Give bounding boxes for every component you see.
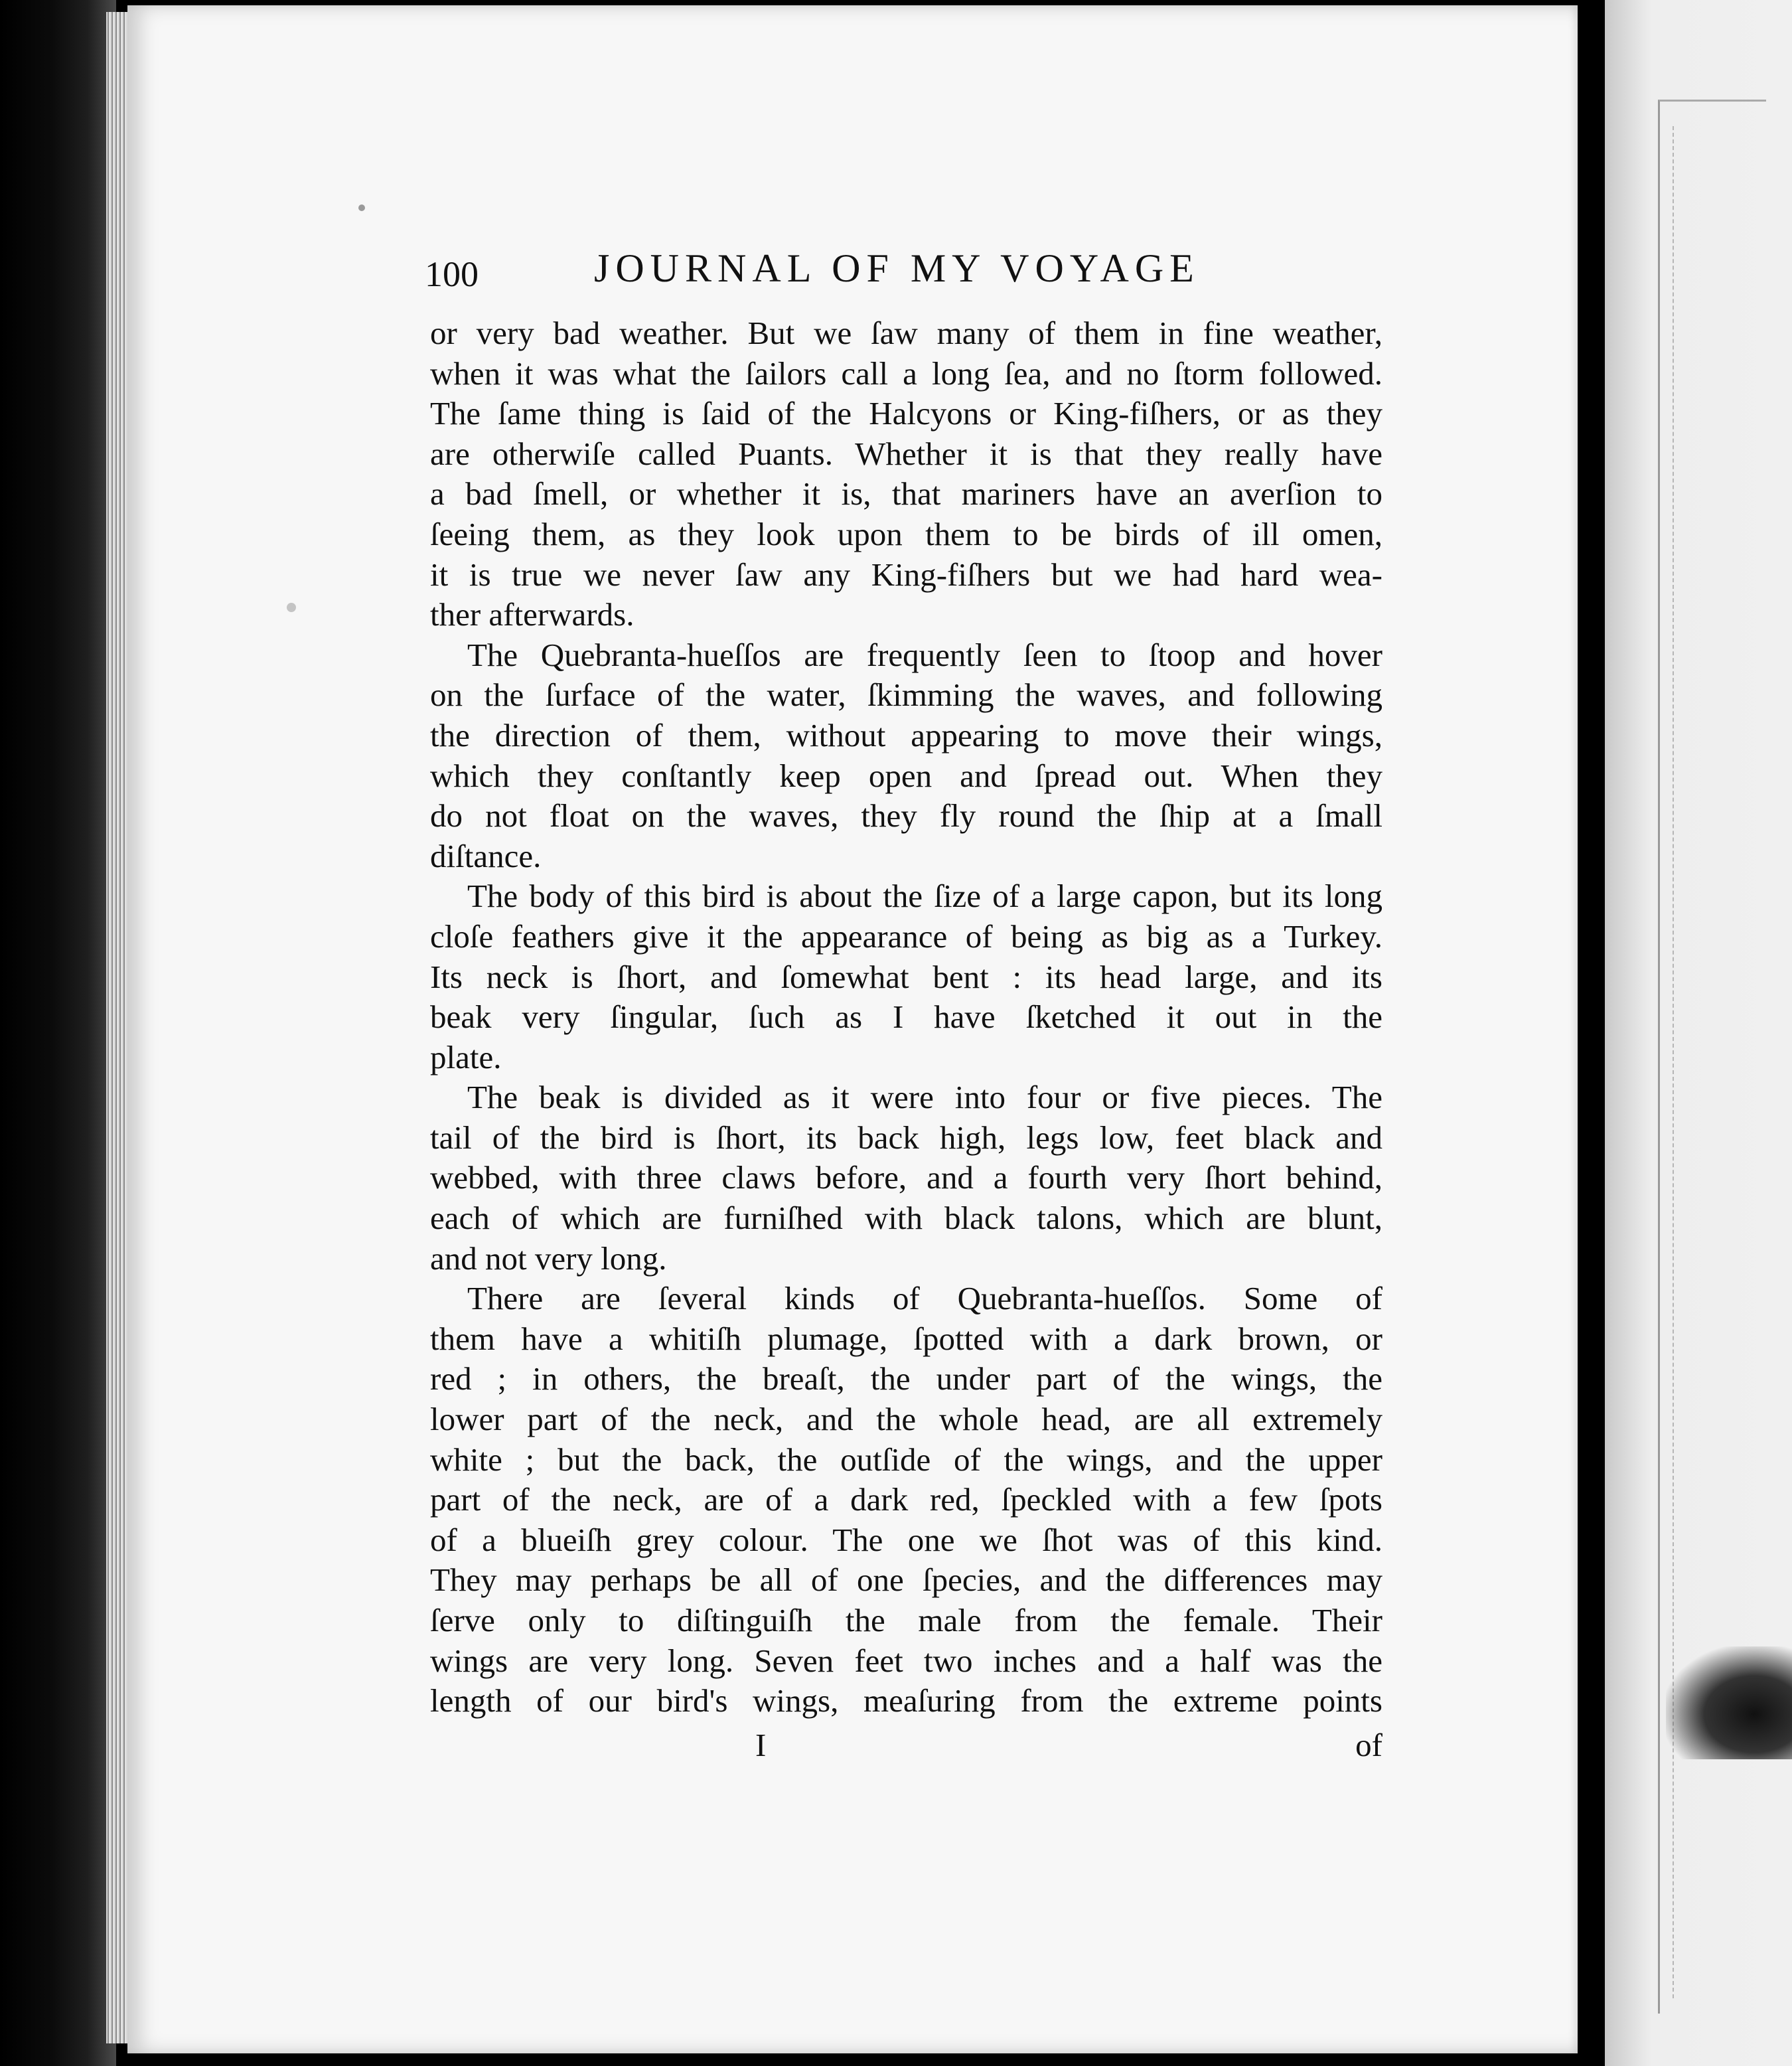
text-line: a bad ſmell, or whether it is, that mariners have an averſion to	[430, 475, 1382, 513]
page-edges	[106, 12, 130, 2043]
running-head: JOURNAL OF MY VOYAGE	[594, 246, 1200, 290]
text-line: each of which are furniſhed with black talons, which are blunt,	[430, 1200, 1382, 1237]
text-line: beak very ſingular, ſuch as I have ſketched it out in the	[430, 998, 1382, 1036]
text-line: are otherwiſe called Puants. Whether it is that they really have	[430, 435, 1382, 472]
text-line: of a blueiſh grey colour. The one we ſhot was of this kind.	[430, 1521, 1382, 1558]
text-line: red ; in others, the breaſt, the under part of the wings, the	[430, 1360, 1382, 1397]
text-line: which they conſtantly keep open and ſpread out. When they	[430, 757, 1382, 794]
text-line: ſerve only to diſtinguiſh the male from the female. Their	[430, 1602, 1382, 1638]
text-line: webbed, with three claws before, and a fourth very ſhort behind,	[430, 1159, 1382, 1196]
text-line: when it was what the ſailors call a long ſea, and no ſtorm followed.	[430, 355, 1382, 392]
text-line: do not float on the waves, they fly round the ſhip at a ſmall	[430, 797, 1382, 834]
paper-speck	[287, 603, 296, 612]
text-line: Its neck is ſhort, and ſomewhat bent : its head large, and its	[430, 958, 1382, 995]
text-line: it is true we never ſaw any King-fiſhers but we had hard wea-	[430, 556, 1382, 593]
page-header	[425, 246, 1381, 305]
text-line: There are ſeveral kinds of Quebranta-hueſſos. Some of	[467, 1280, 1382, 1317]
text-line: They may perhaps be all of one ſpecies, and the differences may	[430, 1561, 1382, 1599]
text-line: and not very long.	[430, 1239, 667, 1277]
signature-mark: I	[755, 1727, 767, 1763]
text-line: lower part of the neck, and the whole head, are all extremely	[430, 1401, 1382, 1438]
text-line: The ſame thing is ſaid of the Halcyons or King-fiſhers, or as they	[430, 395, 1382, 432]
text-line: The beak is divided as it were into four or five pieces. The	[467, 1079, 1382, 1116]
text-line: ſeeing them, as they look upon them to be birds of ill omen,	[430, 515, 1382, 552]
text-line: cloſe feathers give it the appearance of being as big as a Turkey.	[430, 917, 1382, 955]
text-line: tail of the bird is ſhort, its back high, legs low, feet black and	[430, 1119, 1382, 1156]
paragraph	[430, 1279, 1382, 1721]
paragraph	[430, 876, 1382, 1077]
text-line: part of the neck, are of a dark red, ſpeckled with a few ſpots	[430, 1481, 1382, 1518]
text-line: the direction of them, without appearing to move their wings,	[430, 716, 1382, 754]
paragraph	[430, 313, 1382, 635]
text-line: wings are very long. Seven feet two inches and a half was the	[430, 1642, 1382, 1679]
paragraph	[430, 635, 1382, 877]
text-line: on the ſurface of the water, ſkimming the waves, and following	[430, 676, 1382, 714]
text-line: or very bad weather. But we ſaw many of them in fine weather,	[430, 315, 1382, 351]
text-line: plate.	[430, 1038, 502, 1075]
text-line: The Quebranta-hueſſos are frequently ſeen to ſtoop and hover	[467, 636, 1382, 673]
paragraph	[430, 1077, 1382, 1279]
text-line: The body of this bird is about the ſize of a large capon, but its long	[467, 878, 1382, 915]
facing-plate-detail	[1666, 1646, 1792, 1759]
catchword: of	[1355, 1727, 1382, 1763]
text-line: white ; but the back, the outſide of the wings, and the upper	[430, 1441, 1382, 1478]
text-line: them have a whitiſh plumage, ſpotted with a dark brown, or	[430, 1320, 1382, 1357]
page-footer	[430, 1726, 1382, 1773]
paper-speck	[358, 204, 365, 211]
text-line: diſtance.	[430, 837, 542, 874]
page-number: 100	[425, 254, 479, 294]
text-line: length of our bird's wings, meaſuring from the extreme points	[430, 1682, 1382, 1719]
book-binding-shadow	[0, 0, 116, 2066]
text-line: ther afterwards.	[430, 596, 635, 633]
gutter-shadow	[1578, 0, 1605, 2066]
body-text	[430, 313, 1382, 1721]
